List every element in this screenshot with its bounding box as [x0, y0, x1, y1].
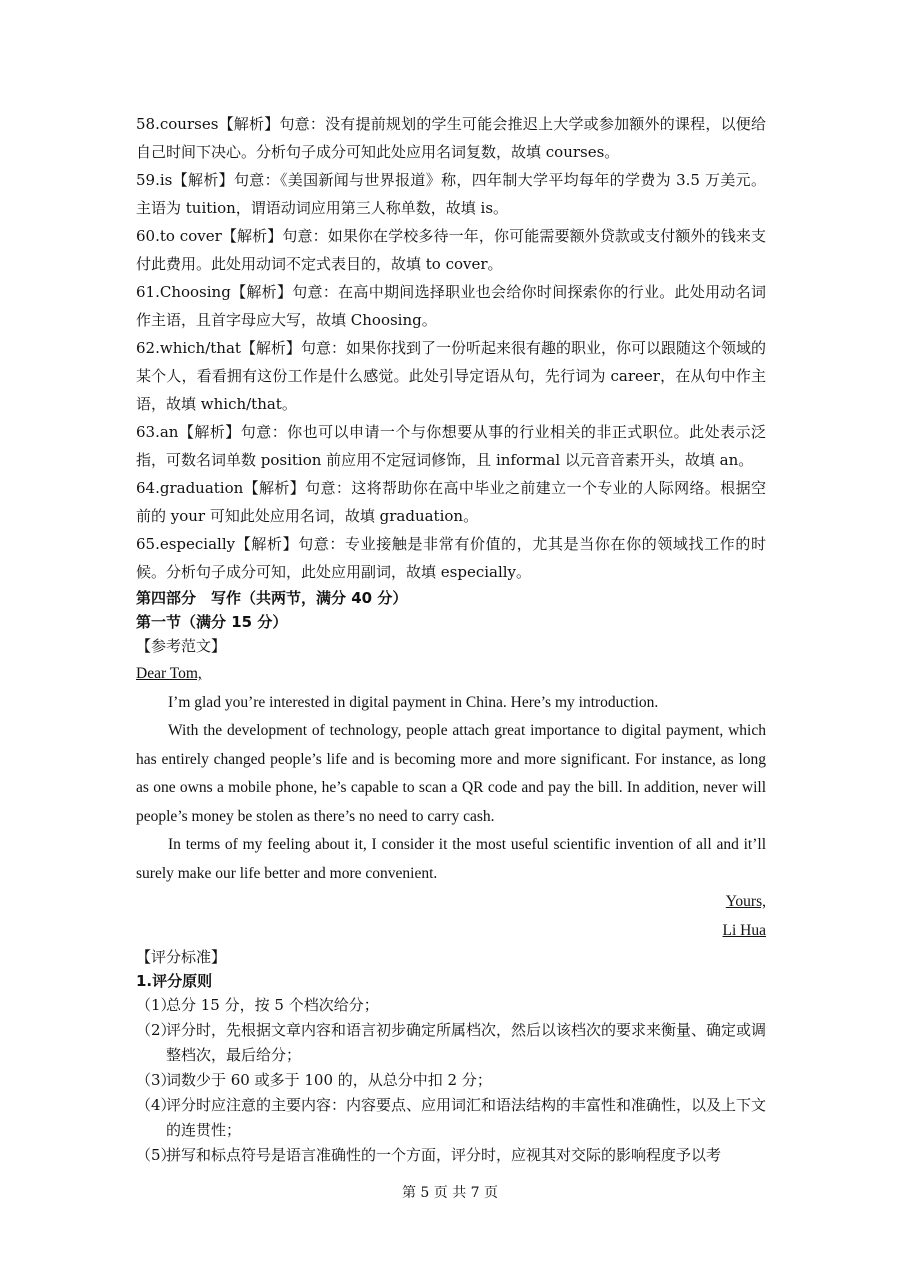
sample-label: 【参考范文】 — [136, 637, 227, 655]
item-text: 拼写和标点符号是语言准确性的一个方面，评分时，应视其对交际的影响程度予以考 — [166, 1146, 722, 1164]
grading-item — [136, 1068, 766, 1093]
item-text: 词数少于 60 或多于 100 的，从总分中扣 2 分； — [166, 1071, 492, 1089]
letter-closing: Yours, — [725, 893, 766, 910]
item-number: （4） — [136, 1096, 176, 1114]
answer-59: 59.is【解析】句意：《美国新闻与世界报道》称，四年制大学平均每年的学费为 3.5 万美元。主语为 tuition，谓语动词应用第三人称单数，故填 is。 — [136, 171, 766, 217]
letter-signature: Li Hua — [722, 921, 766, 939]
letter-paragraph: I’m glad you’re interested in digital payment in China. Here’s my introduction. — [168, 693, 659, 711]
letter-greeting: Dear Tom, — [136, 665, 202, 682]
page-number: 第 5 页 共 7 页 — [401, 1185, 499, 1201]
answer-62: 62.which/that【解析】句意：如果你找到了一份听起来很有趣的职业，你可以跟随这个领域的某个人，看看拥有这份工作是什么感觉。此处引导定语从句，先行词为 career，在从句中作主语，故填 which/that。 — [136, 339, 766, 413]
principle-title: 1.评分原则 — [136, 972, 213, 990]
grading-item — [136, 993, 766, 1018]
item-number: （2） — [136, 1021, 176, 1039]
answer-58: 58.courses【解析】句意：没有提前规划的学生可能会推迟上大学或参加额外的课程，以便给自己时间下决心。分析句子成分可知此处应用名词复数，故填 courses。 — [136, 115, 766, 161]
answer-61: 61.Choosing【解析】句意：在高中期间选择职业也会给你时间探索你的行业。此处用动名词作主语，且首字母应大写，故填 Choosing。 — [136, 283, 766, 329]
item-text: 总分 15 分，按 5 个档次给分； — [166, 996, 379, 1014]
answer-63: 63.an【解析】句意：你也可以申请一个与你想要从事的行业相关的非正式职位。此处表示泛指，可数名词单数 position 前应用不定冠词修饰，且 informal 以元音音素开头，故填 an。 — [136, 423, 766, 469]
subsection-title: 第一节（满分 15 分） — [136, 613, 288, 631]
document-body — [136, 110, 766, 1168]
letter-paragraph: In terms of my feeling about it, I consider it the most useful scientific invention of all and it’ll surely make our life better and more convenient. — [136, 836, 766, 882]
answer-64: 64.graduation【解析】句意：这将帮助你在高中毕业之前建立一个专业的人际网络。根据空前的 your 可知此处应用名词，故填 graduation。 — [136, 479, 766, 525]
part-title: 第四部分 写作（共两节，满分 40 分） — [136, 589, 408, 607]
grading-item — [136, 1093, 766, 1143]
letter-paragraph: With the development of technology, people attach great importance to digital payment, which has entirely changed people’s life and is becoming more and more significant. For instance, as long as one owns a mobile phone, he’s capable to scan a QR code and pay the bill. In addition, never will people’s money be stolen as there’s no need to carry cash. — [136, 722, 766, 825]
item-number: （1） — [136, 996, 176, 1014]
item-text: 评分时应注意的主要内容：内容要点、应用词汇和语法结构的丰富性和准确性，以及上下文的连贯性； — [166, 1096, 767, 1139]
answer-65: 65.especially【解析】句意：专业接触是非常有价值的，尤其是当你在你的领域找工作的时候。分析句子成分可知，此处应用副词，故填 especially。 — [136, 535, 766, 581]
item-text: 评分时，先根据文章内容和语言初步确定所属档次，然后以该档次的要求来衡量、确定或调整档次，最后给分； — [166, 1021, 767, 1064]
item-number: （3） — [136, 1071, 176, 1089]
item-number: （5） — [136, 1146, 176, 1164]
grading-item — [136, 1143, 766, 1168]
grading-label: 【评分标准】 — [136, 948, 227, 966]
grading-item — [136, 1018, 766, 1068]
answer-60: 60.to cover【解析】句意：如果你在学校多待一年，你可能需要额外贷款或支付额外的钱来支付此费用。此处用动词不定式表目的，故填 to cover。 — [136, 227, 766, 273]
